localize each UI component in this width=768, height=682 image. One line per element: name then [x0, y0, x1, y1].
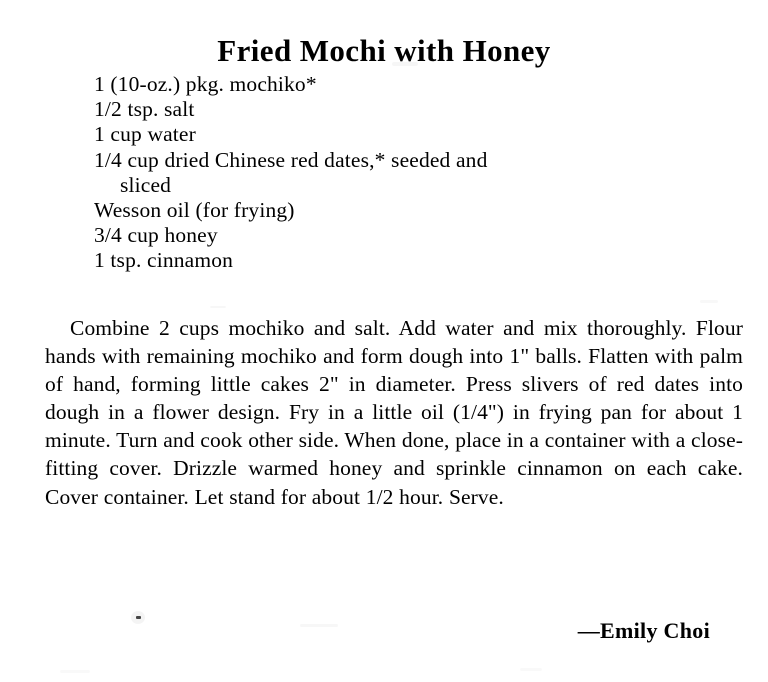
- instructions-paragraph: Combine 2 cups mochiko and salt. Add water and mix thoroughly. Flour hands with remaining mochiko and form dough into 1" balls. Flatten with palm of hand, forming little cakes 2" in diameter. Press slivers of red dates into dough in a flower design. Fry in a little oil (1/4") in frying pan for about 1 minute. Turn and cook other side. When done, place in a container with a close-fitting cover. Drizzle warmed honey and sprinkle cinnamon on each cake. Cover container. Let stand for about 1/2 hour. Serve.: [45, 316, 743, 509]
- recipe-attribution: —Emily Choi: [577, 618, 710, 643]
- ingredient-item: 1 tsp. cinnamon: [94, 248, 233, 273]
- scan-speck: [210, 306, 226, 308]
- ingredient-item: sliced: [120, 172, 172, 197]
- ingredient-item: 1/4 cup dried Chinese red dates,* seeded and: [94, 147, 488, 172]
- scan-speck: [520, 668, 542, 671]
- scan-speck: [60, 670, 90, 673]
- ingredient-item: 1 (10-oz.) pkg. mochiko*: [94, 72, 317, 96]
- ingredient-item: 3/4 cup honey: [94, 223, 218, 248]
- ingredients-list: [94, 72, 734, 274]
- recipe-title: Fried Mochi with Honey: [217, 32, 551, 68]
- ingredient-item: 1 cup water: [94, 122, 196, 147]
- ingredient-item: Wesson oil (for frying): [94, 198, 295, 223]
- ingredient-item: 1/2 tsp. salt: [94, 97, 195, 122]
- scan-speck: [700, 300, 718, 303]
